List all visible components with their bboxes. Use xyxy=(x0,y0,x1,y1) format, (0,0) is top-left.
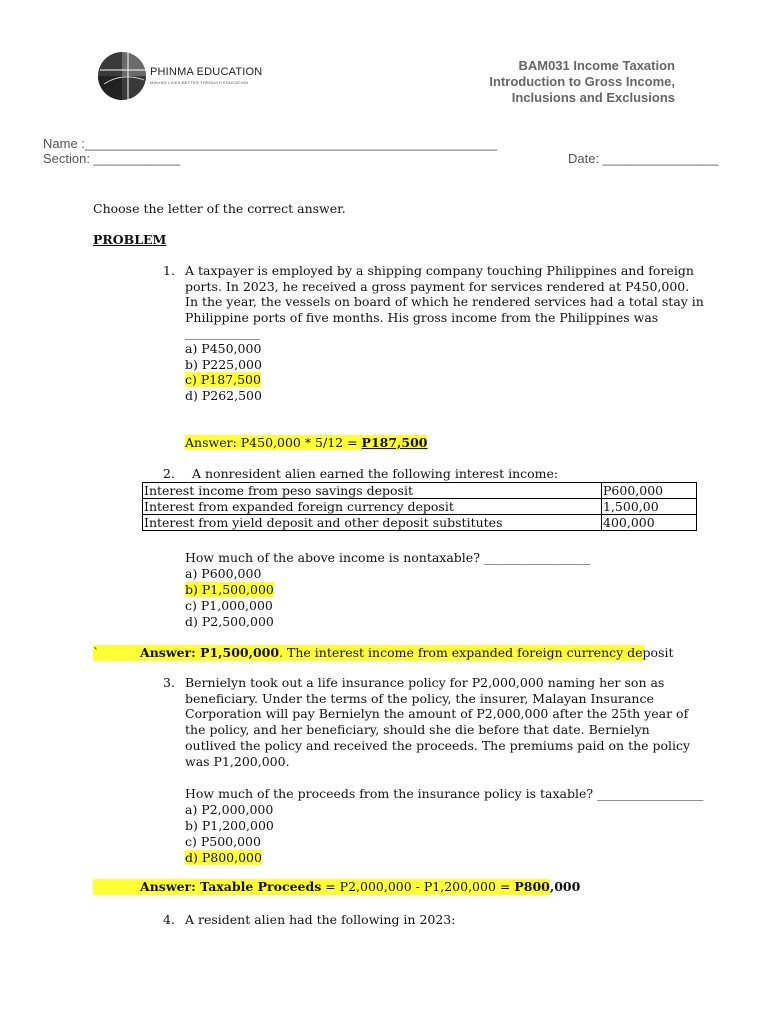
q2-choice-c: c) P1,000,000 xyxy=(185,598,273,613)
table-cell: P600,000 xyxy=(602,483,697,499)
q1-line: ports. In 2023, he received a gross payment for services rendered at P450,000. xyxy=(185,278,690,294)
table-row xyxy=(143,515,697,531)
q3-answer: Answer: Taxable Proceeds = P2,000,000 - P1,200,000 = P800,000 xyxy=(93,879,550,895)
q2-question: How much of the above income is nontaxable? _________________ xyxy=(185,550,591,565)
document-title-line1: Introduction to Gross Income, xyxy=(489,74,675,89)
section-field[interactable]: Section: ____________ xyxy=(43,151,181,166)
q3-line: was P1,200,000. xyxy=(185,753,290,769)
instructions: Choose the letter of the correct answer. xyxy=(93,201,346,216)
q1-number: 1. xyxy=(163,263,175,278)
q2-question-block xyxy=(185,550,590,630)
document-title-line2: Inclusions and Exclusions xyxy=(511,90,675,105)
q1-line: ____________ xyxy=(185,325,260,341)
q1-line: In the year, the vessels on board of which he rendered services had a total stay in xyxy=(185,294,704,310)
q1-answer: Answer: P450,000 * 5/12 = P187,500 xyxy=(185,435,428,450)
name-field[interactable]: Name :_________________________________________________________ xyxy=(43,136,498,151)
q3-line: Bernielyn took out a life insurance policy for P2,000,000 naming her son as xyxy=(185,675,665,690)
q1-text xyxy=(185,263,704,403)
q3-line: the policy, and her beneficiary, should she die before that date. Bernielyn xyxy=(185,722,650,738)
q1-choice-d: d) P262,500 xyxy=(185,387,262,403)
table-cell: 400,000 xyxy=(602,515,697,531)
q3-question-block xyxy=(185,786,703,866)
date-field[interactable]: Date: ________________ xyxy=(568,151,719,166)
q3-line: Corporation will pay Bernielyn the amount of P2,000,000 after the 25th year of xyxy=(185,706,689,722)
interest-income-table xyxy=(142,482,697,531)
q3-line: beneficiary. Under the terms of the policy, the insurer, Malayan Insurance xyxy=(185,690,654,706)
logo-tagline: MAKING LIVES BETTER THROUGH EDUCATION xyxy=(150,80,249,85)
q3-choice-d: d) P800,000 xyxy=(185,850,262,865)
document-header xyxy=(489,58,675,106)
q4-text: A resident alien had the following in 2023: xyxy=(185,912,456,927)
table-cell: Interest income from peso savings deposit xyxy=(143,483,602,499)
q3-choice-c: c) P500,000 xyxy=(185,834,261,849)
logo-name: PHINMA EDUCATION xyxy=(150,66,263,78)
q2-number: 2. xyxy=(163,466,175,481)
q3-question: How much of the proceeds from the insurance policy is taxable? _________________ xyxy=(185,786,704,801)
q3-choice-b: b) P1,200,000 xyxy=(185,818,274,833)
course-code: BAM031 Income Taxation xyxy=(518,58,675,73)
q3-line: outlived the policy and received the proceeds. The premiums paid on the policy xyxy=(185,737,691,753)
q1-choice-c: c) P187,500 xyxy=(185,372,261,388)
q2-text: A nonresident alien earned the following interest income: xyxy=(192,466,559,481)
table-cell: Interest from yield deposit and other deposit substitutes xyxy=(143,515,602,531)
q1-line: Philippine ports of five months. His gross income from the Philippines was xyxy=(185,309,659,325)
q2-choice-b: b) P1,500,000 xyxy=(185,582,274,597)
table-cell: Interest from expanded foreign currency deposit xyxy=(143,499,602,515)
table-row xyxy=(143,483,697,499)
table-cell: 1,500,00 xyxy=(602,499,697,515)
q1-choice-b: b) P225,000 xyxy=(185,356,262,372)
problem-heading: PROBLEM xyxy=(93,232,167,247)
q2-answer: ` Answer: P1,500,000. The interest income from expanded foreign currency deposit xyxy=(93,645,674,660)
table-row xyxy=(143,499,697,515)
q1-choice-a: a) P450,000 xyxy=(185,340,262,356)
q1-line: A taxpayer is employed by a shipping company touching Philippines and foreign xyxy=(185,263,694,278)
q3-number: 3. xyxy=(163,675,175,690)
q3-choice-a: a) P2,000,000 xyxy=(185,802,274,817)
q2-choice-a: a) P600,000 xyxy=(185,566,262,581)
q2-choice-d: d) P2,500,000 xyxy=(185,614,274,629)
q3-text xyxy=(185,675,690,769)
q4-number: 4. xyxy=(163,912,175,927)
